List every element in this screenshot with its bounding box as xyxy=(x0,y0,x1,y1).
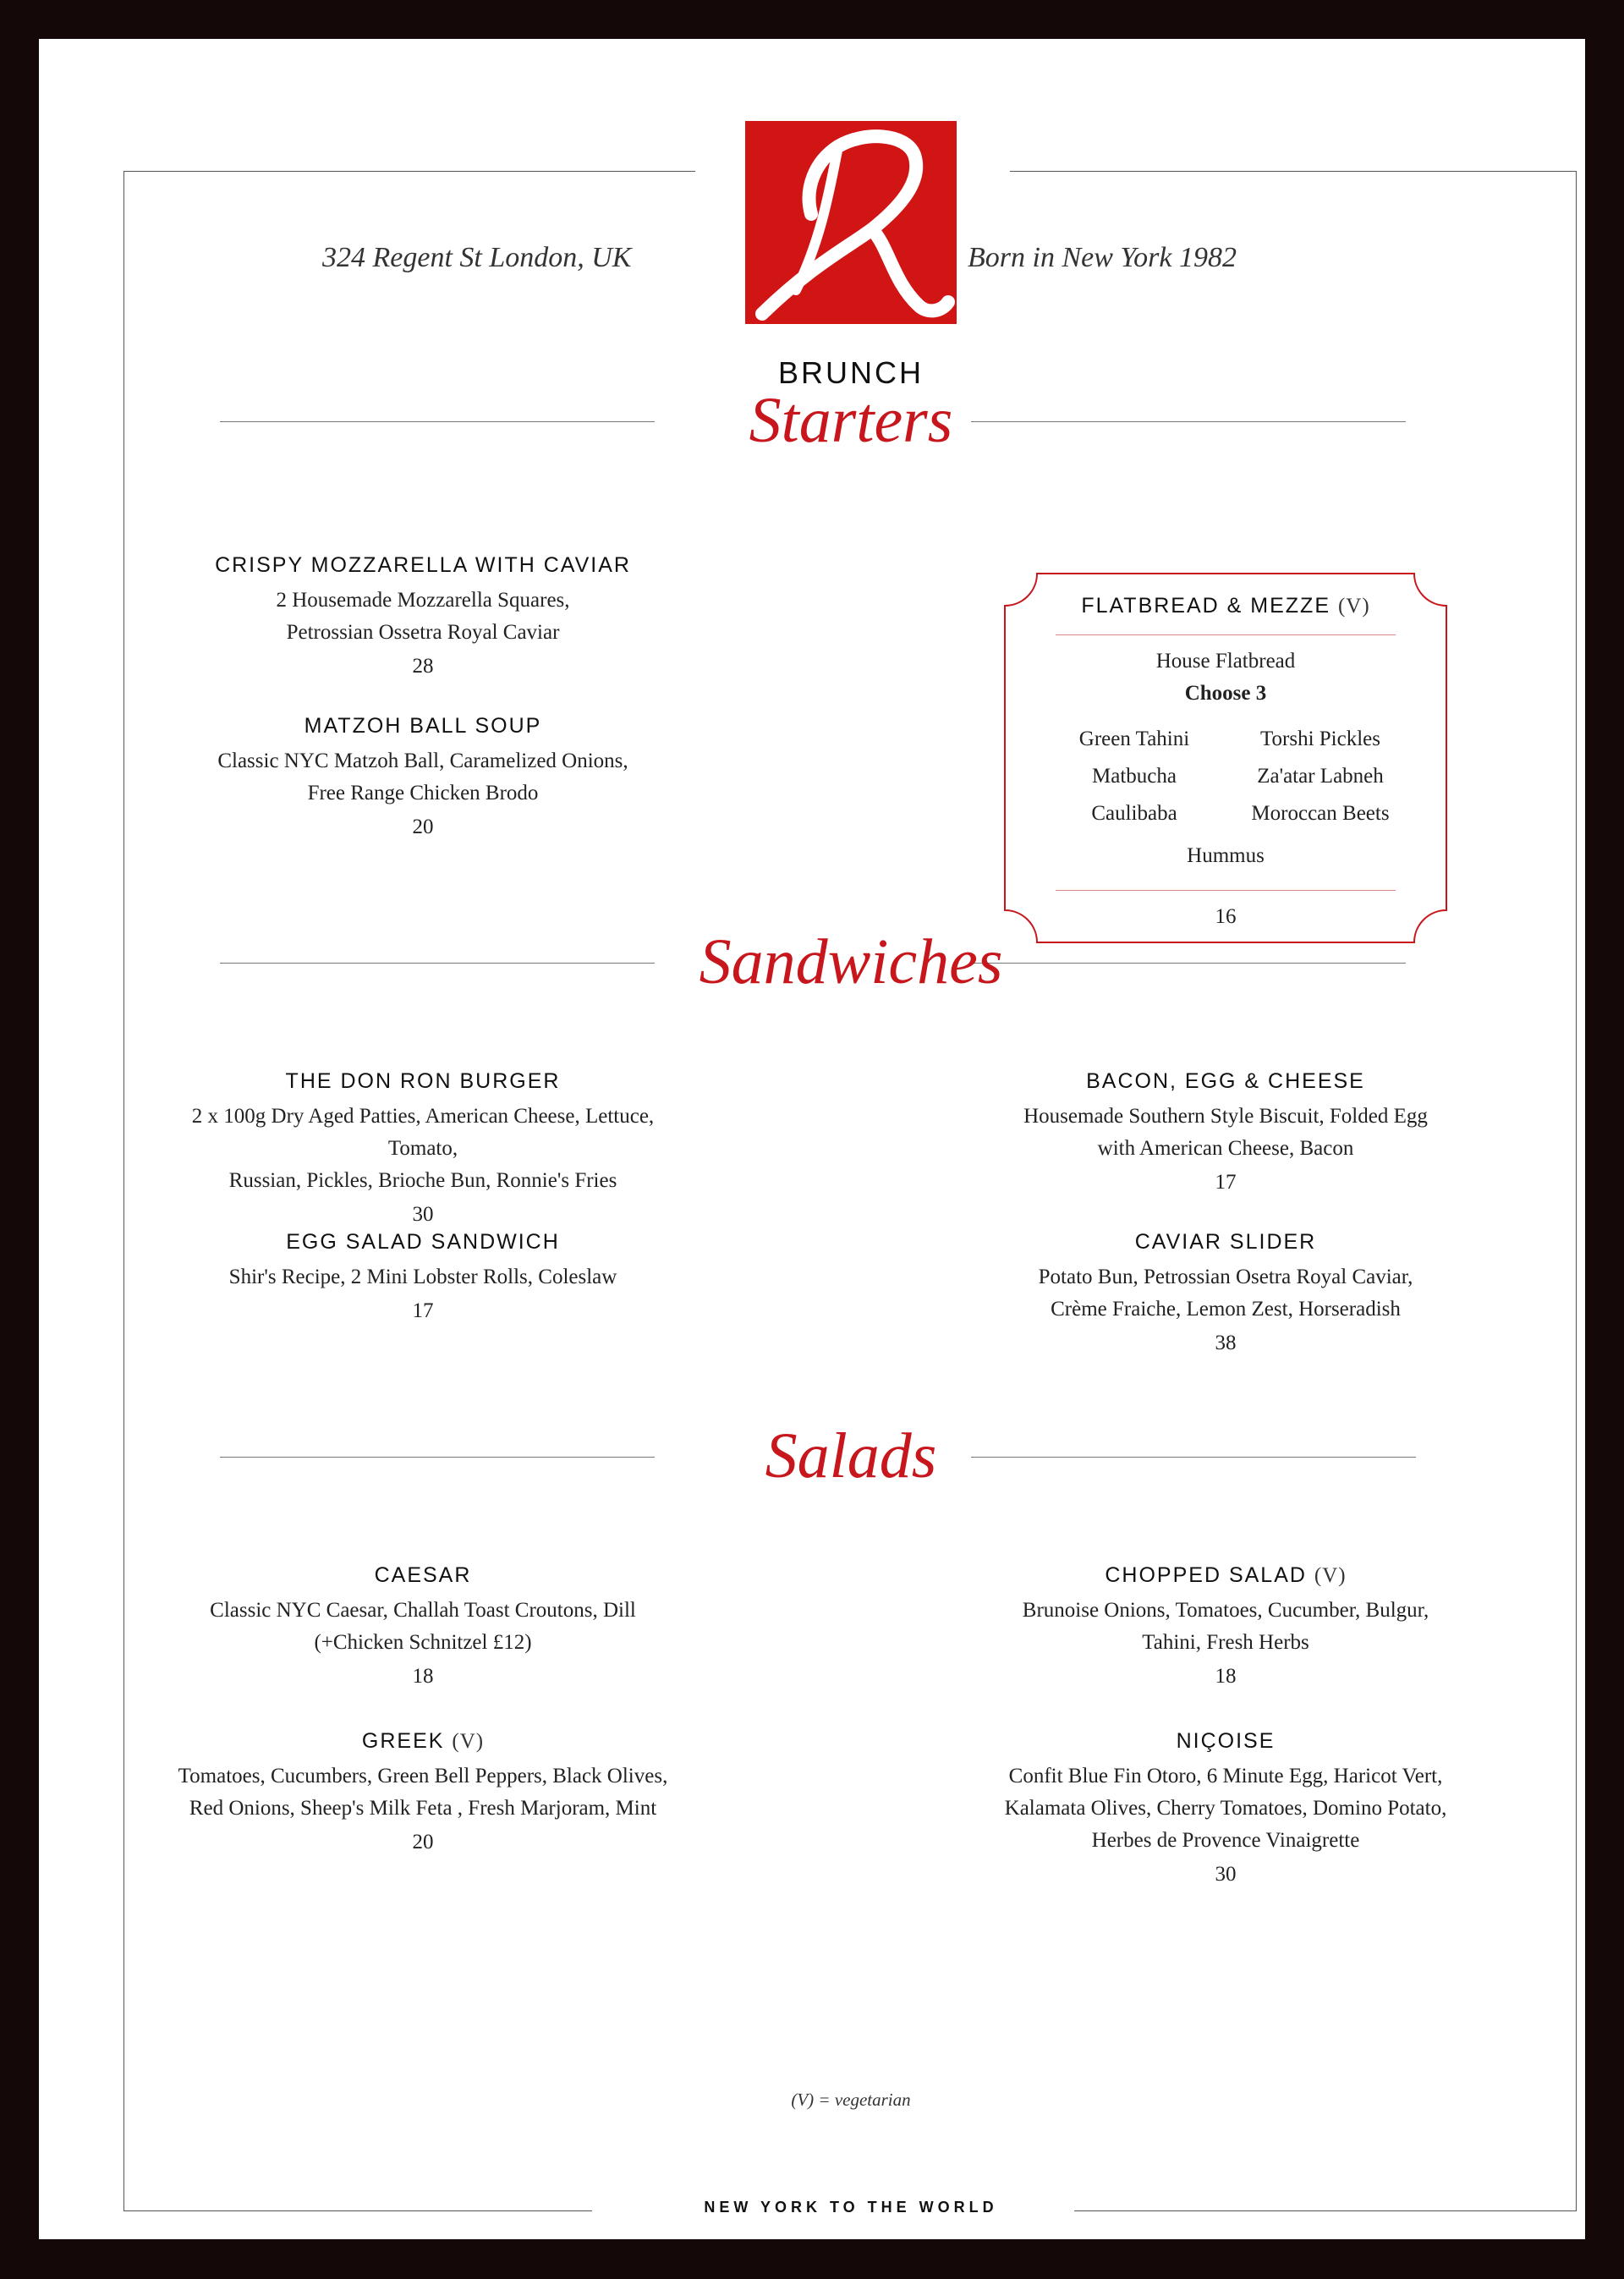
item-price: 28 xyxy=(412,655,434,678)
veg-marker: (V) xyxy=(1314,1564,1347,1587)
item-name-row xyxy=(972,1563,1479,1588)
mezze-option: Matbucha xyxy=(1092,765,1177,788)
item-name: CAESAR xyxy=(374,1563,472,1587)
mezze-box xyxy=(1003,572,1448,944)
section-title-starters: Starters xyxy=(749,385,953,456)
menu-item xyxy=(211,714,634,843)
item-desc: Brunoise Onions, Tomatoes, Cucumber, Bulgur, xyxy=(1022,1599,1429,1622)
item-desc: Potato Bun, Petrossian Osetra Royal Caviar, xyxy=(1038,1266,1413,1288)
item-price: 18 xyxy=(412,1665,434,1688)
r-monogram-icon xyxy=(745,121,957,324)
mezze-base: House Flatbread xyxy=(1155,650,1296,673)
item-name: CAVIAR SLIDER xyxy=(1134,1230,1317,1254)
vegetarian-footnote: (V) = vegetarian xyxy=(791,2090,911,2110)
mezze-option: Torshi Pickles xyxy=(1260,728,1380,750)
item-desc: Red Onions, Sheep's Milk Feta , Fresh Marjoram, Mint xyxy=(189,1797,657,1820)
item-desc: Petrossian Ossetra Royal Caviar xyxy=(286,621,560,644)
item-name: THE DON RON BURGER xyxy=(285,1069,561,1093)
menu-item xyxy=(161,1069,685,1231)
item-price: 38 xyxy=(1215,1332,1237,1354)
item-desc: with American Cheese, Bacon xyxy=(1097,1137,1354,1160)
mezze-option: Hummus xyxy=(1187,844,1265,867)
item-desc: Shir's Recipe, 2 Mini Lobster Rolls, Coleslaw xyxy=(228,1266,617,1288)
menu-item xyxy=(972,1563,1479,1693)
item-price: 18 xyxy=(1215,1665,1237,1688)
menu-item xyxy=(972,1729,1479,1891)
item-price: 17 xyxy=(1215,1171,1237,1194)
item-desc: Housemade Southern Style Biscuit, Folded Egg xyxy=(1023,1105,1428,1128)
mezze-border xyxy=(1003,572,1448,944)
mezze-option: Caulibaba xyxy=(1091,802,1177,825)
veg-marker: (V) xyxy=(452,1730,485,1753)
item-name: BACON, EGG & CHEESE xyxy=(1086,1069,1365,1093)
menu-item xyxy=(211,1230,634,1327)
item-name: MATZOH BALL SOUP xyxy=(304,714,542,738)
item-desc: (+Chicken Schnitzel £12) xyxy=(314,1631,532,1654)
item-price: 30 xyxy=(1215,1863,1237,1886)
mezze-divider xyxy=(1056,634,1396,635)
item-name: GREEK xyxy=(361,1729,445,1753)
item-desc: Classic NYC Caesar, Challah Toast Croutons, Dill xyxy=(210,1599,636,1622)
item-price: 20 xyxy=(412,815,434,838)
section-rule xyxy=(971,963,1406,964)
section-rule xyxy=(971,1457,1416,1458)
section-rule xyxy=(220,1457,655,1458)
menu-item xyxy=(972,1230,1479,1359)
section-rule xyxy=(971,421,1406,422)
menu-page xyxy=(39,39,1585,2239)
item-desc: Tahini, Fresh Herbs xyxy=(1142,1631,1309,1654)
menu-item xyxy=(152,1729,694,1859)
item-name: EGG SALAD SANDWICH xyxy=(286,1230,560,1254)
menu-item xyxy=(211,553,634,683)
item-name: CRISPY MOZZARELLA WITH CAVIAR xyxy=(215,553,631,577)
item-desc: Confit Blue Fin Otoro, 6 Minute Egg, Haricot Vert, xyxy=(1008,1765,1443,1788)
mezze-option: Moroccan Beets xyxy=(1251,802,1390,825)
menu-item xyxy=(972,1069,1479,1199)
section-rule xyxy=(220,421,655,422)
mezze-divider xyxy=(1056,890,1396,891)
item-price: 17 xyxy=(412,1299,434,1322)
item-desc: 2 x 100g Dry Aged Patties, American Cheese, Lettuce, Tomato, xyxy=(191,1105,655,1160)
menu-title: BRUNCH xyxy=(777,355,924,390)
item-name-row xyxy=(152,1729,694,1754)
section-title-sandwiches: Sandwiches xyxy=(699,926,1003,997)
mezze-option: Za'atar Labneh xyxy=(1257,765,1384,788)
item-name: FLATBREAD & MEZZE xyxy=(1081,594,1330,618)
item-desc: Tomatoes, Cucumbers, Green Bell Peppers, Black Olives, xyxy=(178,1765,668,1788)
r-monogram-logo xyxy=(745,121,957,324)
item-price: 16 xyxy=(1215,905,1237,928)
mezze-option: Green Tahini xyxy=(1078,728,1190,750)
address-tagline: 324 Regent St London, UK xyxy=(322,242,632,273)
item-desc: Kalamata Olives, Cherry Tomatoes, Domino Potato, xyxy=(1004,1797,1447,1820)
footer-tagline: NEW YORK TO THE WORLD xyxy=(704,2199,998,2216)
item-desc: Crème Fraiche, Lemon Zest, Horseradish xyxy=(1051,1298,1401,1321)
mezze-choose: Choose 3 xyxy=(1184,682,1267,705)
mezze-title xyxy=(1003,594,1448,618)
item-price: 20 xyxy=(412,1831,434,1853)
veg-marker: (V) xyxy=(1337,595,1370,618)
item-desc: Free Range Chicken Brodo xyxy=(307,782,539,805)
item-name: CHOPPED SALAD xyxy=(1105,1563,1307,1587)
item-name: NIÇOISE xyxy=(1176,1729,1276,1753)
item-desc: Russian, Pickles, Brioche Bun, Ronnie's Fries xyxy=(228,1169,617,1192)
item-desc: Classic NYC Matzoh Ball, Caramelized Onions, xyxy=(217,750,628,772)
item-desc: 2 Housemade Mozzarella Squares, xyxy=(276,589,570,612)
born-tagline: Born in New York 1982 xyxy=(968,242,1237,273)
item-desc: Herbes de Provence Vinaigrette xyxy=(1091,1829,1360,1852)
section-rule xyxy=(220,963,655,964)
menu-item xyxy=(169,1563,677,1693)
item-price: 30 xyxy=(412,1203,434,1226)
section-title-salads: Salads xyxy=(765,1420,937,1491)
